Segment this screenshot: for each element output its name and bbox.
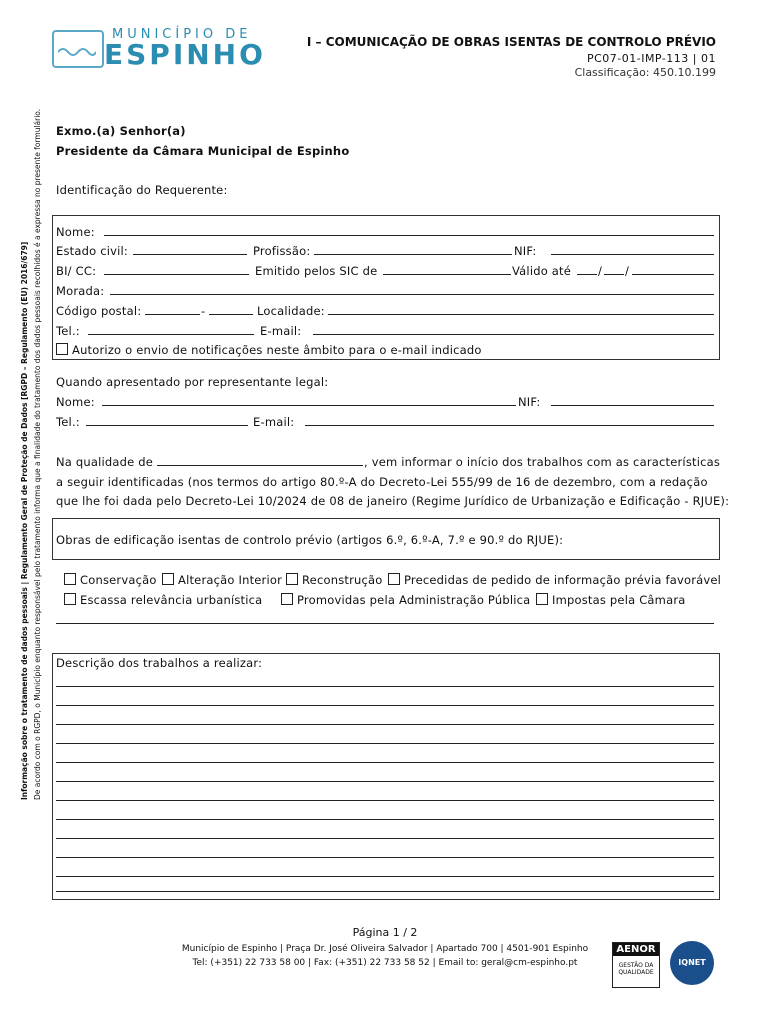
- footer-address: Município de Espinho | Praça Dr. José Oliveira Salvador | Apartado 700 | 4501-901 Espinho: [181, 944, 589, 954]
- description-line[interactable]: [56, 686, 714, 687]
- document-classification: Classificação: 450.10.199: [574, 66, 716, 79]
- option-label: Reconstrução: [302, 573, 383, 587]
- rep-name-field[interactable]: [102, 405, 516, 406]
- option-precedidas: [388, 573, 721, 587]
- option-conservacao: [64, 573, 157, 587]
- address-label: Morada:: [56, 284, 105, 298]
- postal-suffix-field[interactable]: [209, 314, 253, 315]
- requester-box: [52, 215, 720, 360]
- requester-nif-field[interactable]: [551, 254, 714, 255]
- valid-label: Válido até: [512, 264, 572, 278]
- greeting: Exmo.(a) Senhor(a): [56, 124, 186, 138]
- rep-tel-label: Tel.:: [56, 415, 80, 429]
- rgpd-note: De acordo com o RGPD, o Município enquanto responsável pelo tratamento informa que a finalidade do tratamento dos dados pessoais recolhidos é a expressa no presente formulário.: [33, 108, 42, 800]
- option-precedidas-checkbox[interactable]: [388, 573, 400, 585]
- valid-year-field[interactable]: [632, 274, 714, 275]
- works-other-field[interactable]: [56, 623, 714, 624]
- rgpd-title: Informação sobre o tratamento de dados pessoais | Regulamento Geral de Proteção de Dados [RGPD – Regulamento (EU) 2016/679]: [20, 241, 29, 800]
- rep-email-field[interactable]: [305, 425, 714, 426]
- rep-name-label: Nome:: [56, 395, 95, 409]
- valid-day-field[interactable]: [577, 274, 597, 275]
- description-label: Descrição dos trabalhos a realizar:: [56, 656, 263, 670]
- address-field[interactable]: [110, 294, 714, 295]
- bi-label: BI/ CC:: [56, 264, 97, 278]
- option-label: Impostas pela Câmara: [552, 593, 686, 607]
- bi-field[interactable]: [104, 274, 249, 275]
- issued-label: Emitido pelos SIC de: [255, 264, 378, 278]
- option-alteracao-checkbox[interactable]: [162, 573, 174, 585]
- capacity-field[interactable]: [157, 465, 363, 466]
- option-impostas: [536, 593, 686, 607]
- option-escassa-checkbox[interactable]: [64, 593, 76, 605]
- footer-contacts: Tel: (+351) 22 733 58 00 | Fax: (+351) 22 733 58 52 | Email to: geral@cm-espinho.pt: [192, 958, 578, 968]
- option-conservacao-checkbox[interactable]: [64, 573, 76, 585]
- authorize-label: Autorizo o envio de notificações neste âmbito para o e-mail indicado: [72, 343, 482, 357]
- requester-tel-field[interactable]: [88, 334, 254, 335]
- description-line[interactable]: [56, 819, 714, 820]
- requester-name-field[interactable]: [104, 235, 714, 236]
- rep-tel-field[interactable]: [86, 425, 248, 426]
- postal-label: Código postal:: [56, 304, 142, 318]
- authorize-checkbox[interactable]: [56, 343, 68, 355]
- statement-line3: que lhe foi dada pelo Decreto-Lei 10/2024 de 08 de janeiro (Regime Jurídico de Urbanização e Edificação - RJUE):: [56, 494, 730, 508]
- option-label: Precedidas de pedido de informação prévia favorável: [404, 573, 722, 587]
- statement-line1-a: Na qualidade de: [56, 455, 154, 469]
- description-line[interactable]: [56, 724, 714, 725]
- page-number: Página 1 / 2: [352, 926, 418, 939]
- option-promovidas: [281, 593, 530, 607]
- description-line[interactable]: [56, 705, 714, 706]
- rep-email-label: E-mail:: [253, 415, 295, 429]
- logo-top-text: MUNICÍPIO DE: [112, 27, 252, 42]
- option-label: Promovidas pela Administração Pública: [297, 593, 531, 607]
- works-title: Obras de edificação isentas de controlo prévio (artigos 6.º, 6.º-A, 7.º e 90.º do RJUE):: [56, 533, 564, 547]
- civil-label: Estado civil:: [56, 244, 128, 258]
- option-impostas-checkbox[interactable]: [536, 593, 548, 605]
- locality-label: Localidade:: [257, 304, 325, 318]
- option-promovidas-checkbox[interactable]: [281, 593, 293, 605]
- option-label: Conservação: [80, 573, 157, 587]
- requester-email-field[interactable]: [313, 334, 714, 335]
- wave-icon: [58, 46, 96, 56]
- requester-email-label: E-mail:: [260, 324, 302, 338]
- rep-nif-field[interactable]: [551, 405, 714, 406]
- requester-section-label: Identificação do Requerente:: [56, 183, 228, 197]
- authorize-row: [56, 343, 482, 357]
- locality-field[interactable]: [328, 314, 714, 315]
- description-line[interactable]: [56, 838, 714, 839]
- description-line[interactable]: [56, 800, 714, 801]
- valid-month-field[interactable]: [604, 274, 624, 275]
- rep-nif-label: NIF:: [518, 395, 541, 409]
- option-alteracao: [162, 573, 282, 587]
- requester-nif-label: NIF:: [514, 244, 537, 258]
- aenor-logo-sub: GESTÃO DA QUALIDADE: [618, 962, 654, 976]
- option-reconstrucao-checkbox[interactable]: [286, 573, 298, 585]
- description-line[interactable]: [56, 762, 714, 763]
- civil-field[interactable]: [133, 254, 247, 255]
- representative-section-label: Quando apresentado por representante legal:: [56, 375, 329, 389]
- profession-label: Profissão:: [253, 244, 311, 258]
- profession-field[interactable]: [314, 254, 512, 255]
- postal-prefix-field[interactable]: [145, 314, 200, 315]
- description-line[interactable]: [56, 781, 714, 782]
- description-line[interactable]: [56, 891, 714, 892]
- option-escassa: [64, 593, 262, 607]
- aenor-logo: [612, 942, 660, 988]
- iqnet-logo: IQNET: [670, 941, 714, 985]
- option-label: Escassa relevância urbanística: [80, 593, 263, 607]
- requester-name-label: Nome:: [56, 225, 95, 239]
- description-line[interactable]: [56, 743, 714, 744]
- requester-tel-label: Tel.:: [56, 324, 80, 338]
- recipient: Presidente da Câmara Municipal de Espinho: [56, 144, 350, 158]
- document-code: PC07-01-IMP-113 | 01: [586, 52, 716, 65]
- option-reconstrucao: [286, 573, 383, 587]
- description-box: [52, 653, 720, 900]
- statement-line2: a seguir identificadas (nos termos do artigo 80.º-A do Decreto-Lei 555/99 de 16 de dezembro, com a redação: [56, 475, 708, 489]
- statement-line1-b: , vem informar o início dos trabalhos com as características: [364, 455, 721, 469]
- aenor-logo-text: AENOR: [613, 943, 659, 956]
- issued-field[interactable]: [383, 274, 511, 275]
- logo-main-text: ESPINHO: [104, 38, 266, 71]
- document-title: I – COMUNICAÇÃO DE OBRAS ISENTAS DE CONTROLO PRÉVIO: [306, 35, 716, 49]
- option-label: Alteração Interior: [178, 573, 283, 587]
- description-line[interactable]: [56, 857, 714, 858]
- description-line[interactable]: [56, 876, 714, 877]
